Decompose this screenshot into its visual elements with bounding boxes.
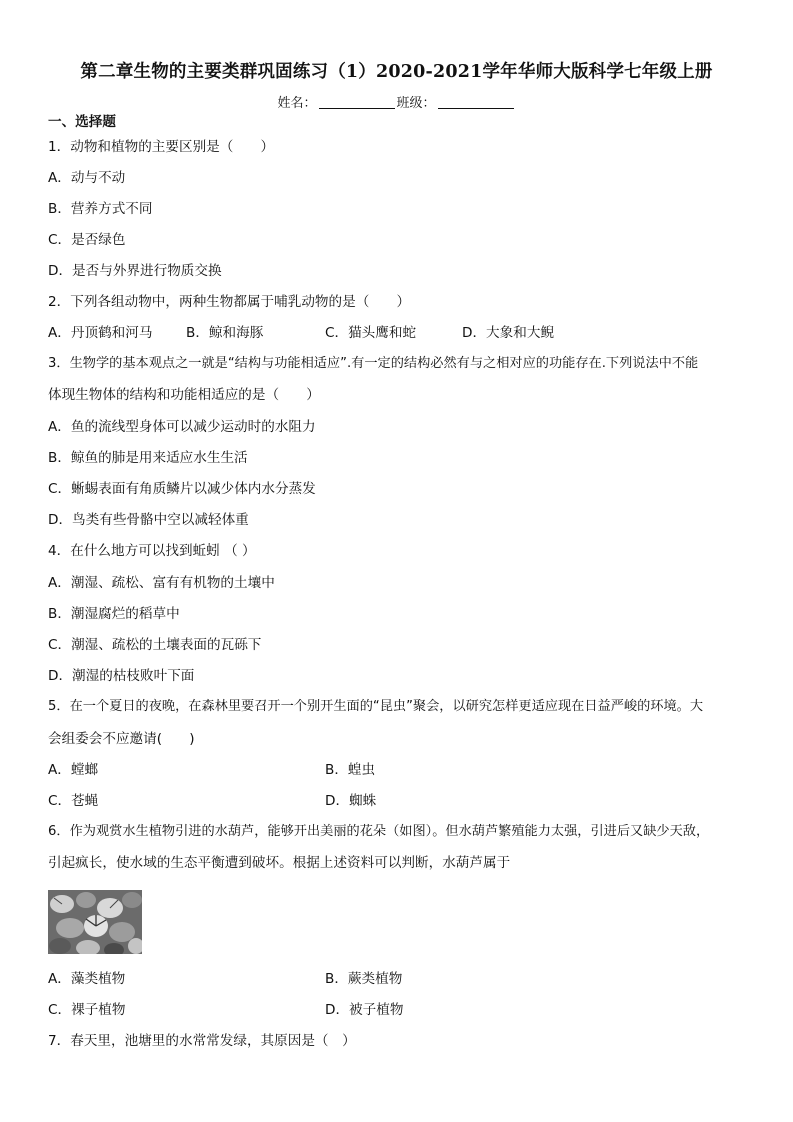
section-heading: 一、选择题 (48, 114, 116, 130)
question-1-stem: 1．动物和植物的主要区别是（ ） (48, 139, 275, 155)
question-5-option-b: B．蝗虫 (325, 762, 376, 778)
water-hyacinth-photo (48, 890, 142, 954)
question-6-option-c: C．裸子植物 (48, 1002, 126, 1018)
question-1-option-c: C．是否绿色 (48, 232, 126, 248)
name-class-line (0, 92, 793, 111)
question-7-stem: 7．春天里，池塘里的水常常发绿，其原因是（ ） (48, 1033, 356, 1049)
question-5-option-d: D．蜘蛛 (325, 793, 377, 809)
question-4-option-d: D．潮湿的枯枝败叶下面 (48, 668, 195, 684)
question-5-option-c: C．苍蝇 (48, 793, 99, 809)
question-4-option-b: B．潮湿腐烂的稻草中 (48, 606, 180, 622)
question-6-option-d: D．被子植物 (325, 1002, 404, 1018)
question-1-option-b: B．营养方式不同 (48, 201, 153, 217)
question-5-stem-line-2: 会组委会不应邀请( ) (48, 731, 195, 747)
question-6-option-b: B．蕨类植物 (325, 971, 403, 987)
question-2-stem: 2．下列各组动物中，两种生物都属于哺乳动物的是（ ） (48, 294, 411, 310)
question-4-option-a: A．潮湿、疏松、富有有机物的土壤中 (48, 575, 275, 591)
question-3-stem-line-2: 体现生物体的结构和功能相适应的是（ ） (48, 387, 320, 403)
question-3-option-c: C．蜥蜴表面有角质鳞片以减少体内水分蒸发 (48, 481, 316, 497)
question-4-stem: 4．在什么地方可以找到蚯蚓 （ ） (48, 543, 256, 559)
question-2-option-c: C．猫头鹰和蛇 (325, 325, 417, 341)
question-2-option-a: A．丹顶鹤和河马 (48, 325, 153, 341)
question-3-option-d: D．鸟类有些骨骼中空以减轻体重 (48, 512, 249, 528)
question-2-option-d: D．大象和大鲵 (462, 325, 555, 341)
question-1-option-d: D．是否与外界进行物质交换 (48, 263, 222, 279)
question-6-stem-line-1: 6．作为观赏水生植物引进的水葫芦，能够开出美丽的花朵（如图）。但水葫芦繁殖能力太强，引进后又缺少天敌， (48, 824, 710, 839)
question-4-option-c: C．潮湿、疏松的土壤表面的瓦砾下 (48, 637, 262, 653)
class-label: 班级： (396, 96, 436, 111)
name-blank[interactable] (319, 96, 395, 109)
question-2-option-b: B．鲸和海豚 (186, 325, 264, 341)
class-blank[interactable] (438, 96, 514, 109)
name-label: 姓名： (277, 96, 317, 111)
question-6-option-a: A．藻类植物 (48, 971, 126, 987)
question-1-option-a: A．动与不动 (48, 170, 126, 186)
question-3-option-b: B．鲸鱼的肺是用来适应水生生活 (48, 450, 248, 466)
question-3-option-a: A．鱼的流线型身体可以减少运动时的水阻力 (48, 419, 316, 435)
question-5-option-a: A．螳螂 (48, 762, 99, 778)
question-5-stem-line-1: 5．在一个夏日的夜晚，在森林里要召开一个别开生面的“昆虫”聚会，以研究怎样更适应现在日益严峻的环境。大 (48, 699, 704, 714)
question-3-stem-line-1: 3．生物学的基本观点之一就是“结构与功能相适应”.有一定的结构必然有与之相对应的功能存在.下列说法中不能 (48, 356, 699, 371)
page-title: 第二章生物的主要类群巩固练习（1）2020-2021学年华师大版科学七年级上册 (80, 62, 713, 82)
question-6-stem-line-2: 引起疯长，使水域的生态平衡遭到破坏。根据上述资料可以判断，水葫芦属于 (48, 855, 511, 871)
